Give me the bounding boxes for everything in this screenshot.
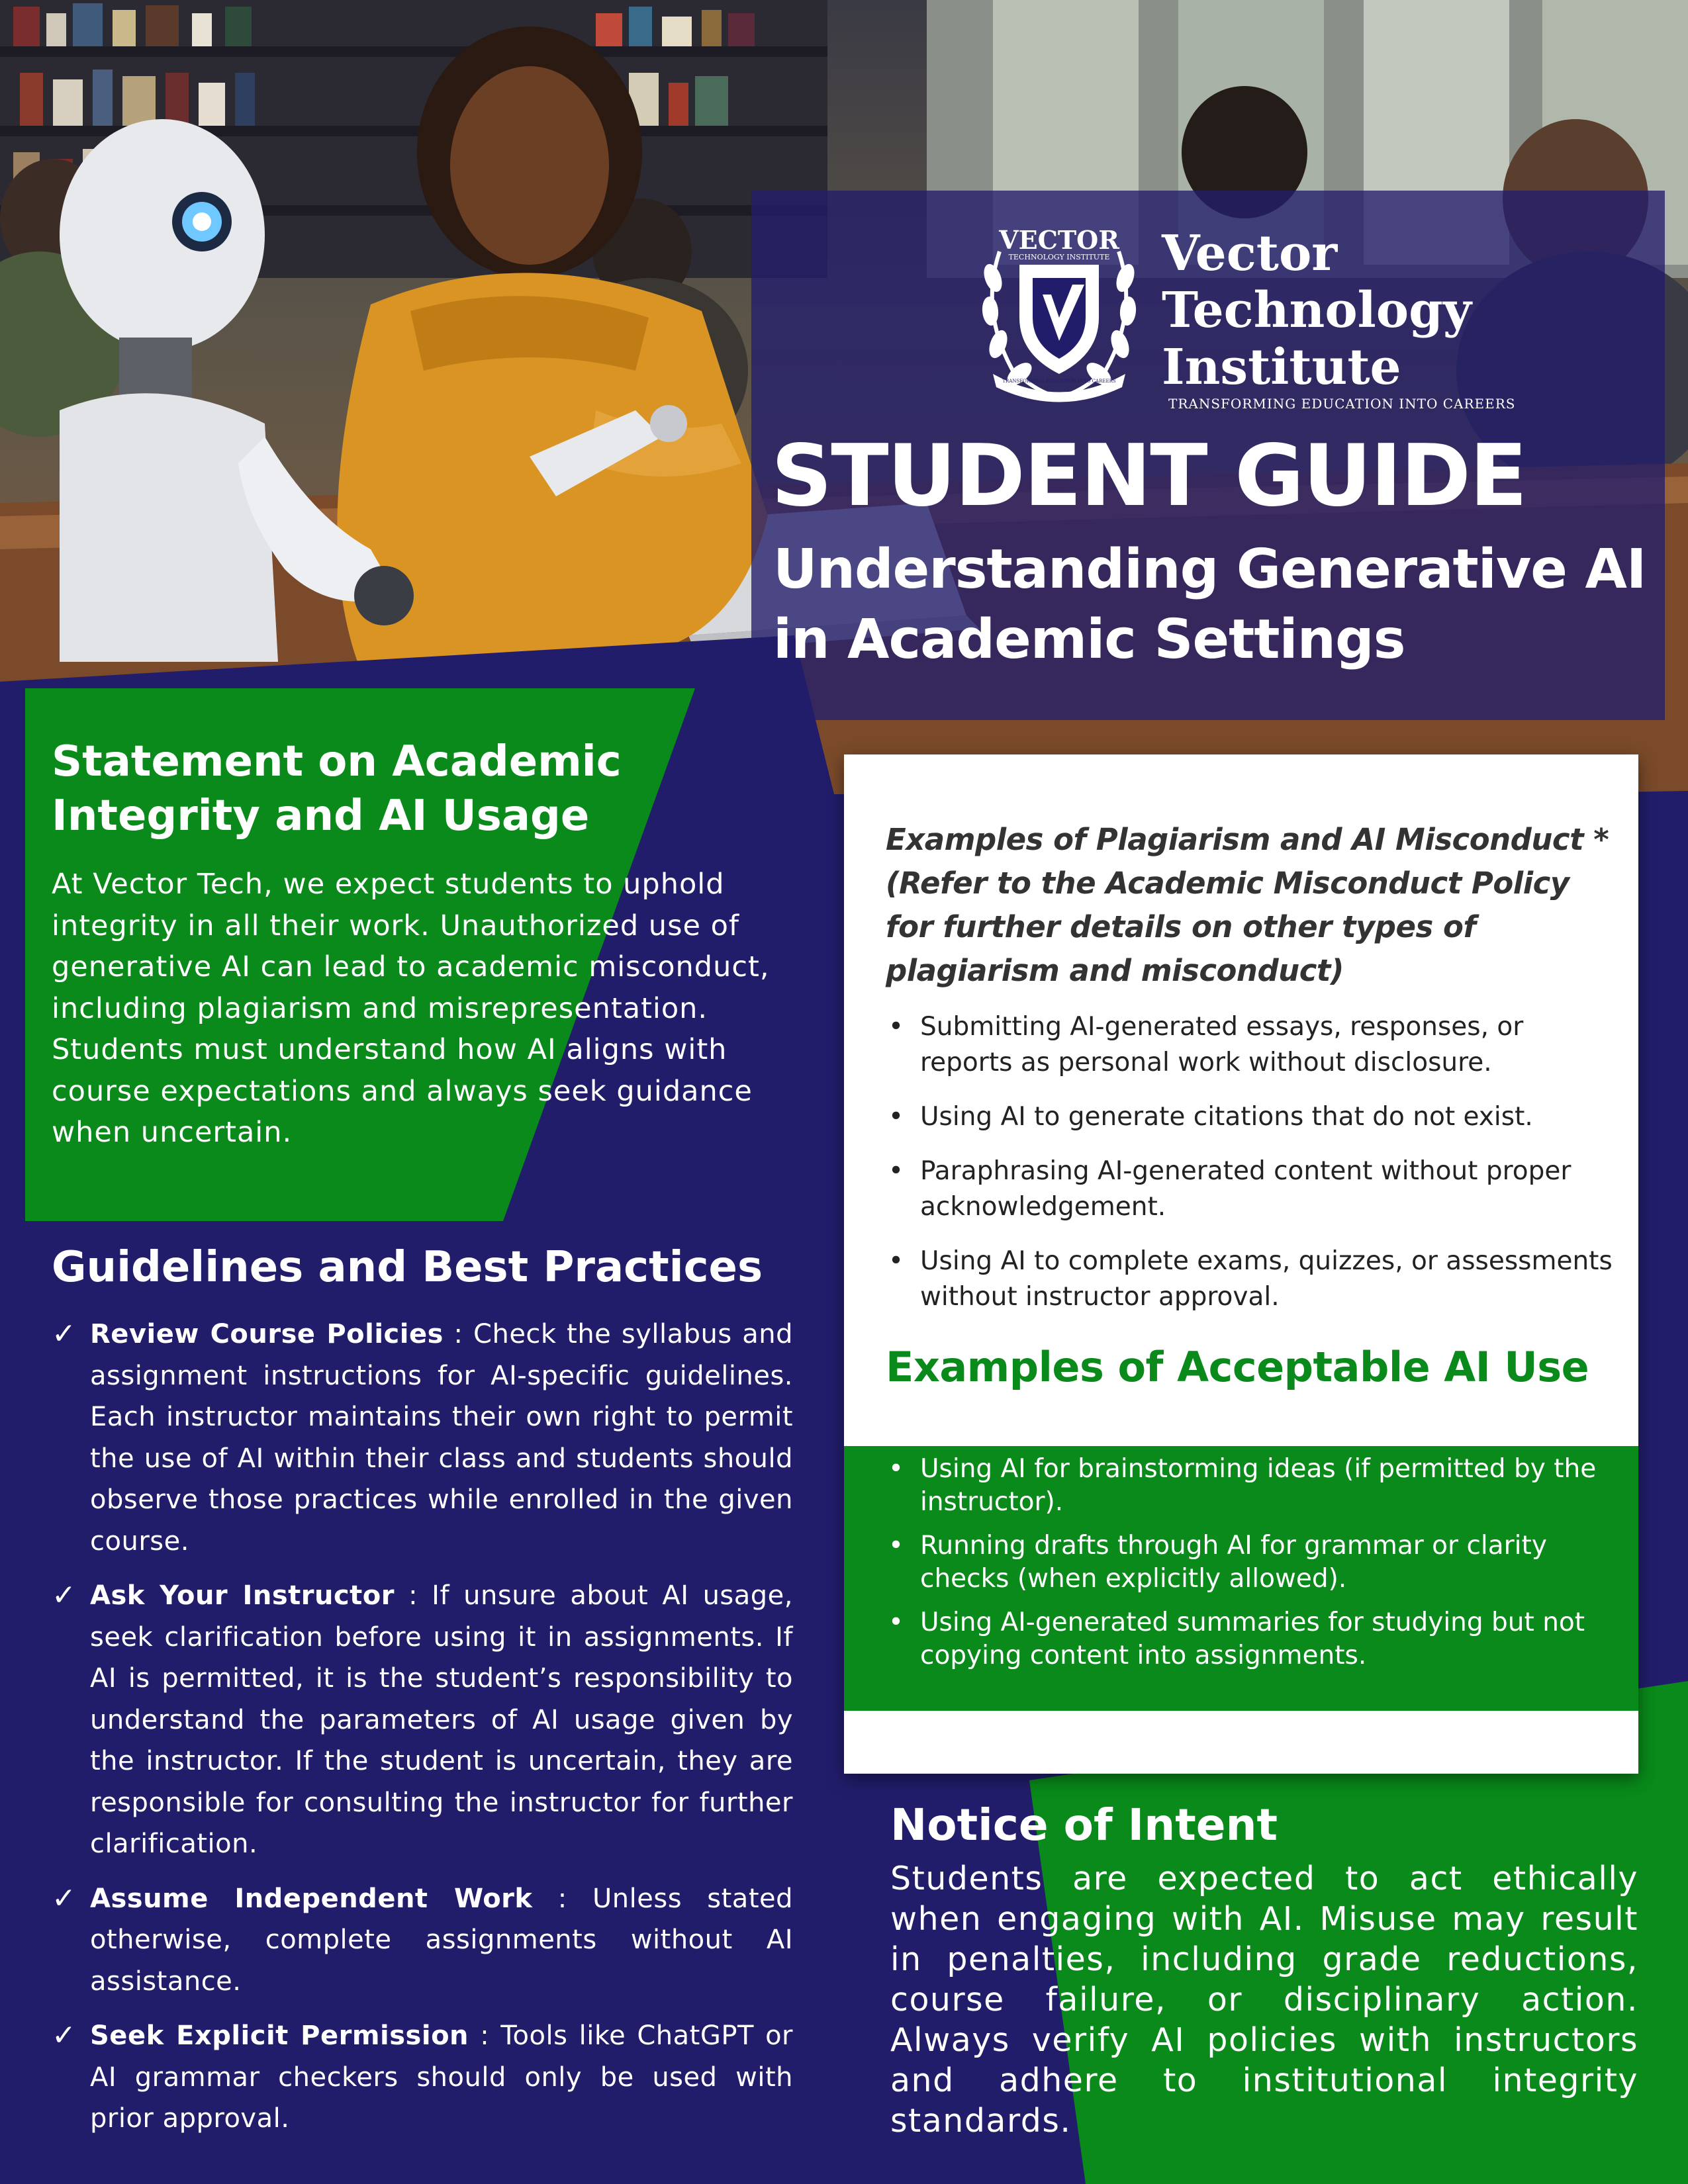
bullet-icon: •: [888, 1246, 904, 1276]
guideline-term: Review Course Policies: [90, 1319, 444, 1349]
guideline-text: : Check the syllabus and assignment instructions for AI-specific guidelines. Each instructor maintains their own right to permit the use of AI within their class and students should observe those practices while enrolled in the given course.: [90, 1319, 794, 1557]
misconduct-item: [886, 1154, 1620, 1225]
acceptable-item: [886, 1453, 1620, 1519]
bullet-icon: •: [888, 1102, 904, 1132]
crest-sub-text: TECHNOLOGY INSTITUTE: [1008, 253, 1110, 261]
misconduct-item-text: Paraphrasing AI-generated content without proper acknowledgement.: [920, 1156, 1571, 1222]
bullet-icon: •: [888, 1531, 904, 1561]
institute-name: Vector Technology Institute: [1162, 225, 1472, 396]
checkmark-icon: ✓: [52, 1317, 77, 1351]
acceptable-item: [886, 1606, 1620, 1672]
guideline-term: Assume Independent Work: [90, 1883, 533, 1914]
misconduct-item: [886, 1009, 1620, 1081]
guideline-text: : Unless stated otherwise, complete assignments without AI assistance.: [90, 1883, 793, 1997]
acceptable-item-text: Using AI for brainstorming ideas (if permitted by the instructor).: [920, 1454, 1597, 1517]
checkmark-icon: ✓: [52, 1578, 77, 1612]
guideline-item: [52, 1575, 793, 1865]
acceptable-list: [886, 1453, 1620, 1683]
checkmark-icon: ✓: [52, 2019, 77, 2052]
bullet-icon: •: [888, 1608, 904, 1637]
notice-body: Students are expected to act ethically when engaging with AI. Misuse may result in penalties, including grade reductions, course failure, or disciplinary action. Always verify AI policies with instructors and adhere to institutional integrity standards.: [890, 1860, 1638, 2140]
guideline-text: : If unsure about AI usage, seek clarification before using it in assignments. If AI is permitted, it is the student’s responsibility to understand the parameters of AI usage given by the instructor. If the student is uncertain, they are responsible for consulting the instructor for further clarification.: [90, 1580, 793, 1859]
bullet-icon: •: [888, 1454, 904, 1484]
guideline-text: : Tools like ChatGPT or AI grammar checkers should only be used with prior approval.: [90, 2021, 794, 2134]
bullet-icon: •: [888, 1156, 904, 1186]
guideline-item: [52, 1878, 793, 2003]
crest-ribbon-text: TRANSFORMING EDUCATION INTO CAREERS: [1002, 379, 1116, 384]
misconduct-item: [886, 1099, 1620, 1135]
checkmark-icon: ✓: [52, 1881, 77, 1915]
integrity-body: At Vector Tech, we expect students to uphold integrity in all their work. Unauthorized use of generative AI can lead to academic misconduct, including plagiarism and misrepresentation. Students must understand how AI aligns with course expectations and always seek guidance when uncertain.: [52, 868, 770, 1149]
guideline-item: [52, 2015, 793, 2140]
misconduct-item-text: Using AI to generate citations that do not exist.: [920, 1102, 1533, 1132]
misconduct-heading: Examples of Plagiarism and AI Misconduct *(Refer to the Academic Misconduct Policy for further details on other types of plagiarism and misconduct): [886, 822, 1609, 988]
notice-heading: Notice of Intent: [890, 1799, 1278, 1850]
acceptable-item-text: Running drafts through AI for grammar or clarity checks (when explicitly allowed).: [920, 1531, 1547, 1594]
institute-logo: [973, 212, 1516, 412]
guidelines-list: [52, 1314, 793, 2153]
bullet-icon: •: [888, 1012, 904, 1042]
misconduct-item-text: Using AI to complete exams, quizzes, or assessments without instructor approval.: [920, 1246, 1613, 1312]
misconduct-item-text: Submitting AI-generated essays, responses, or reports as personal work without disclosure.: [920, 1012, 1524, 1077]
misconduct-item: [886, 1244, 1620, 1315]
acceptable-item: [886, 1529, 1620, 1596]
guideline-item: [52, 1314, 793, 1562]
acceptable-heading: Examples of Acceptable AI Use: [886, 1343, 1589, 1391]
institute-tagline: TRANSFORMING EDUCATION INTO CAREERS: [1168, 396, 1516, 412]
crest-top-text: VECTOR: [999, 225, 1119, 255]
examples-card: [844, 754, 1638, 1774]
misconduct-list: [886, 1009, 1620, 1334]
guideline-term: Seek Explicit Permission: [90, 2021, 469, 2051]
page-subtitle: Understanding Generative AI in Academic Settings: [773, 538, 1646, 671]
acceptable-item-text: Using AI-generated summaries for studying but not copying content into assignments.: [920, 1608, 1585, 1670]
guideline-term: Ask Your Instructor: [90, 1580, 395, 1611]
guidelines-heading: Guidelines and Best Practices: [52, 1243, 763, 1292]
page-title: STUDENT GUIDE: [771, 427, 1526, 525]
integrity-heading: Statement on Academic Integrity and AI Usage: [52, 737, 622, 841]
